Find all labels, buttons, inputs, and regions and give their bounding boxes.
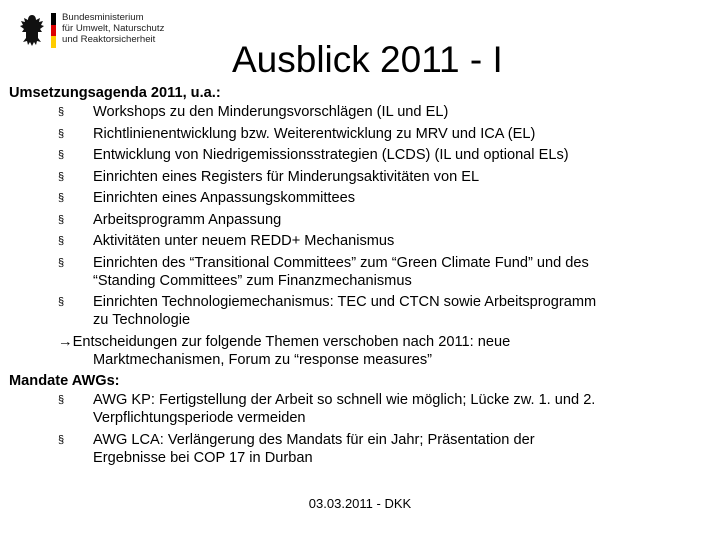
bullet-text-line: “Standing Committees” zum Finanzmechanismus bbox=[93, 272, 412, 289]
slide-content bbox=[9, 84, 699, 470]
arrow-icon: → bbox=[58, 333, 73, 350]
bullet-item bbox=[9, 431, 699, 467]
section-heading-mandate: Mandate AWGs: bbox=[9, 373, 120, 389]
bullet-text-line: Verpflichtungsperiode vermeiden bbox=[93, 410, 306, 426]
bullet-item bbox=[9, 391, 699, 427]
bullet-item bbox=[9, 146, 699, 164]
section-heading-agenda: Umsetzungsagenda 2011, u.a.: bbox=[9, 85, 221, 101]
bullet-marker-icon: § bbox=[58, 394, 65, 406]
bullet-item bbox=[9, 293, 699, 329]
bullet-text-line: Aktivitäten unter neuem REDD+ Mechanismus bbox=[93, 233, 395, 249]
bullet-item bbox=[9, 125, 699, 143]
bullet-text-line: Workshops zu den Minderungsvorschlägen (IL und EL) bbox=[93, 104, 449, 120]
bullet-marker-icon: § bbox=[58, 149, 65, 161]
bullet-text-line: AWG LCA: Verlängerung des Mandats für ein Jahr; Präsentation der bbox=[93, 431, 535, 448]
bullet-item bbox=[9, 232, 699, 250]
federal-eagle-icon bbox=[18, 12, 46, 50]
bullet-item bbox=[9, 168, 699, 186]
bullet-marker-icon: § bbox=[58, 213, 65, 226]
bullet-item bbox=[9, 189, 699, 207]
flag-bars bbox=[51, 13, 56, 48]
arrow-item-line: Entscheidungen zur folgende Themen verschoben nach 2011: neue bbox=[72, 333, 511, 350]
bullet-marker-icon: § bbox=[58, 256, 65, 269]
arrow-item-line: Marktmechanismen, Forum zu “response measures” bbox=[93, 351, 433, 368]
bullet-text-line: zu Technologie bbox=[93, 312, 191, 328]
ministry-name-line: für Umwelt, Naturschutz bbox=[62, 23, 165, 34]
mandate-bullet-list bbox=[9, 391, 699, 467]
bullet-item bbox=[9, 103, 699, 121]
bullet-marker-icon: § bbox=[58, 235, 65, 247]
bullet-marker-icon: § bbox=[58, 433, 65, 446]
bullet-marker-icon: § bbox=[58, 296, 65, 308]
bullet-text-line: Einrichten eines Registers für Minderungsaktivitäten von EL bbox=[93, 168, 480, 185]
bullet-text-line: Entwicklung von Niedrigemissionsstrategien (LCDS) (IL und optional ELs) bbox=[93, 147, 569, 163]
ministry-name bbox=[62, 12, 164, 45]
bullet-text-line: Richtlinienentwicklung bzw. Weiterentwicklung zu MRV und ICA (EL) bbox=[93, 125, 536, 142]
bullet-item bbox=[9, 254, 699, 290]
slide-title: Ausblick 2011 - I bbox=[232, 39, 503, 80]
bullet-marker-icon: § bbox=[58, 170, 65, 183]
bullet-text-line: Ergebnisse bei COP 17 in Durban bbox=[93, 449, 313, 466]
arrow-item bbox=[9, 333, 699, 369]
bullet-item bbox=[9, 211, 699, 229]
slide-footer: 03.03.2011 - DKK bbox=[308, 496, 412, 511]
bullet-text-line: Einrichten eines Anpassungskommittees bbox=[93, 190, 356, 206]
bullet-text-line: AWG KP: Fertigstellung der Arbeit so schnell wie möglich; Lücke zw. 1. und 2. bbox=[93, 392, 596, 408]
agenda-bullet-list bbox=[9, 103, 699, 329]
bullet-marker-icon: § bbox=[58, 192, 65, 204]
flag-bar-gold bbox=[51, 36, 56, 48]
bullet-text-line: Arbeitsprogramm Anpassung bbox=[93, 211, 282, 228]
ministry-logo bbox=[18, 12, 168, 50]
bullet-text-line: Einrichten des “Transitional Committees” zum “Green Climate Fund” und des bbox=[93, 254, 589, 271]
ministry-name-line: und Reaktorsicherheit bbox=[62, 34, 156, 45]
flag-bar-red bbox=[51, 25, 56, 37]
bullet-marker-icon: § bbox=[58, 127, 65, 140]
flag-bar-black bbox=[51, 13, 56, 25]
bullet-marker-icon: § bbox=[58, 106, 65, 118]
bullet-text-line: Einrichten Technologiemechanismus: TEC und CTCN sowie Arbeitsprogramm bbox=[93, 294, 597, 310]
ministry-name-line: Bundesministerium bbox=[62, 12, 144, 23]
